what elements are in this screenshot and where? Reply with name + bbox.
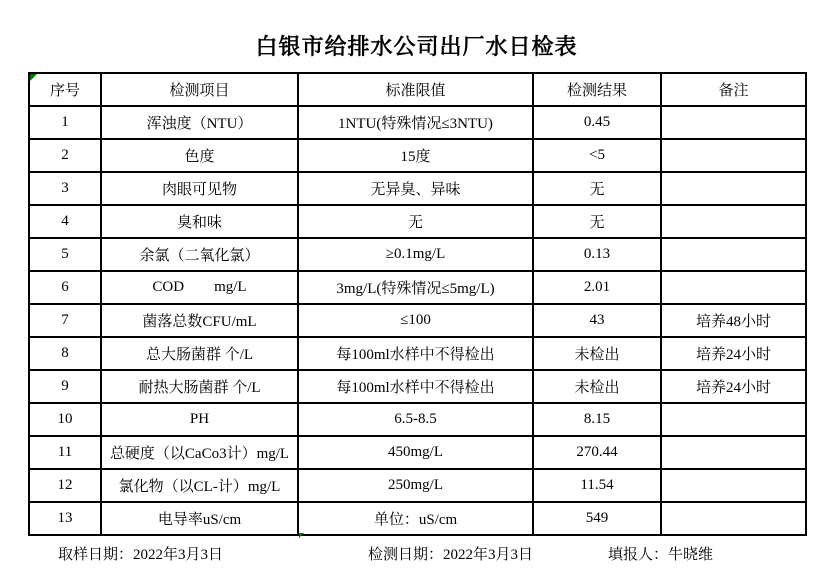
cell-no: 10 (29, 403, 101, 436)
cell-remark (661, 172, 806, 205)
cell-limit: 6.5-8.5 (298, 403, 533, 436)
table-row (29, 106, 806, 139)
cell-no: 11 (29, 436, 101, 469)
cell-no: 1 (29, 106, 101, 139)
cell-remark (661, 502, 806, 535)
excel-error-marker-icon (30, 74, 37, 81)
table-row (29, 205, 806, 238)
cell-limit: 3mg/L(特殊情况≤5mg/L) (298, 271, 533, 304)
cell-limit: ≥0.1mg/L (298, 238, 533, 271)
cell-remark (661, 205, 806, 238)
cell-limit: 250mg/L (298, 469, 533, 502)
col-header-remark: 备注 (661, 73, 806, 106)
cell-no: 6 (29, 271, 101, 304)
cell-remark (661, 106, 806, 139)
cell-item: 菌落总数CFU/mL (101, 304, 298, 337)
col-header-no: 序号 (29, 73, 101, 106)
table-row (29, 238, 806, 271)
cell-limit: 15度 (298, 139, 533, 172)
cell-remark (661, 436, 806, 469)
report-footer (28, 543, 805, 565)
cell-remark (661, 271, 806, 304)
cell-remark (661, 403, 806, 436)
cell-no: 13 (29, 502, 101, 535)
cell-item: 臭和味 (101, 205, 298, 238)
cell-no: 12 (29, 469, 101, 502)
cell-item: PH (101, 403, 298, 436)
table-row (29, 271, 806, 304)
cell-result: 8.15 (533, 403, 661, 436)
cell-limit: 1NTU(特殊情况≤3NTU) (298, 106, 533, 139)
excel-error-marker-icon (299, 533, 304, 538)
cell-limit: 无异臭、异味 (298, 172, 533, 205)
cell-limit: ≤100 (298, 304, 533, 337)
cell-item: 氯化物（以CL-计）mg/L (101, 469, 298, 502)
cell-item: 色度 (101, 139, 298, 172)
cell-result: 未检出 (533, 370, 661, 403)
table-row (29, 403, 806, 436)
table-row (29, 337, 806, 370)
cell-result: 2.01 (533, 271, 661, 304)
reporter-label: 填报人：牛晓维 (608, 547, 714, 563)
cell-item: 余氯（二氧化氯） (101, 238, 298, 271)
table-row (29, 172, 806, 205)
cell-remark (661, 469, 806, 502)
cell-result: 270.44 (533, 436, 661, 469)
cell-no: 5 (29, 238, 101, 271)
inspection-table (28, 72, 807, 536)
page-title: 白银市给排水公司出厂水日检表 (255, 34, 578, 59)
col-header-item: 检测项目 (101, 73, 298, 106)
cell-item: 总大肠菌群 个/L (101, 337, 298, 370)
cell-item: 总硬度（以CaCo3计）mg/L (101, 436, 298, 469)
cell-no: 7 (29, 304, 101, 337)
cell-no: 8 (29, 337, 101, 370)
cell-result: 11.54 (533, 469, 661, 502)
cell-limit: 每100ml水样中不得检出 (298, 370, 533, 403)
cell-item: COD mg/L (101, 271, 298, 304)
cell-result: 无 (533, 205, 661, 238)
table-row (29, 436, 806, 469)
cell-result: 未检出 (533, 337, 661, 370)
cell-limit: 每100ml水样中不得检出 (298, 337, 533, 370)
cell-result: 43 (533, 304, 661, 337)
cell-remark: 培养24小时 (661, 337, 806, 370)
cell-remark: 培养24小时 (661, 370, 806, 403)
test-date-label: 检测日期：2022年3月3日 (368, 547, 534, 563)
cell-result: 0.45 (533, 106, 661, 139)
col-header-limit: 标准限值 (298, 73, 533, 106)
cell-no: 2 (29, 139, 101, 172)
cell-result: 0.13 (533, 238, 661, 271)
table-row (29, 502, 806, 535)
cell-remark (661, 238, 806, 271)
cell-item: 耐热大肠菌群 个/L (101, 370, 298, 403)
cell-remark (661, 139, 806, 172)
cell-no: 3 (29, 172, 101, 205)
cell-remark: 培养48小时 (661, 304, 806, 337)
cell-result: <5 (533, 139, 661, 172)
cell-limit: 无 (298, 205, 533, 238)
sampling-date-label: 取样日期：2022年3月3日 (58, 547, 224, 563)
cell-limit: 450mg/L (298, 436, 533, 469)
cell-no: 9 (29, 370, 101, 403)
col-header-result: 检测结果 (533, 73, 661, 106)
cell-no: 4 (29, 205, 101, 238)
cell-item: 肉眼可见物 (101, 172, 298, 205)
cell-result: 无 (533, 172, 661, 205)
table-row (29, 469, 806, 502)
table-row (29, 370, 806, 403)
table-header-row (29, 73, 806, 106)
cell-result: 549 (533, 502, 661, 535)
cell-item: 电导率uS/cm (101, 502, 298, 535)
table-row (29, 139, 806, 172)
cell-item: 浑浊度（NTU） (101, 106, 298, 139)
table-row (29, 304, 806, 337)
cell-limit: 单位：uS/cm (298, 502, 533, 535)
